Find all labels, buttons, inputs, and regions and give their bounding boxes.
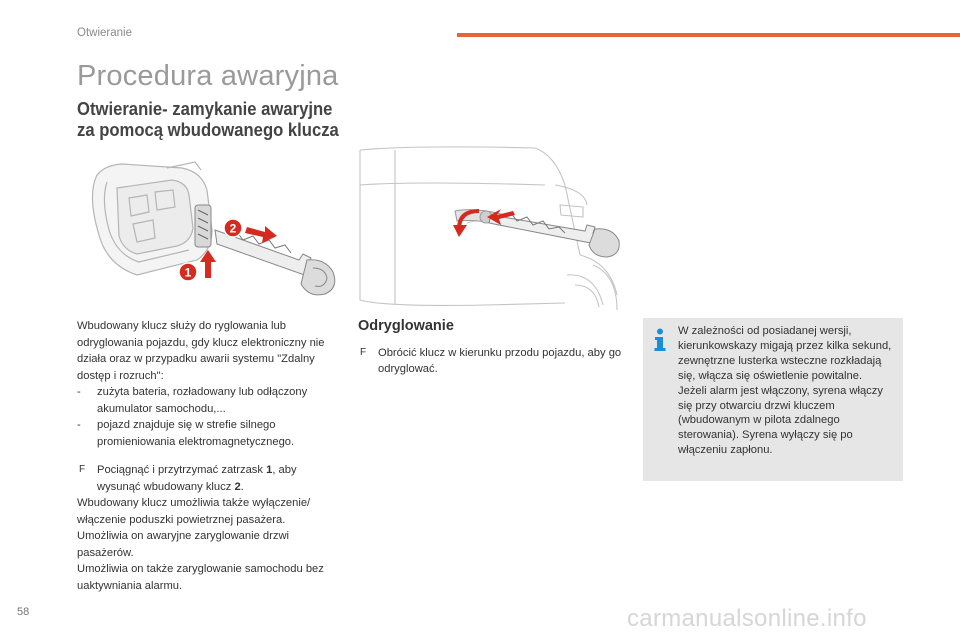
airbag-paragraph: Wbudowany klucz umożliwia także wyłączenie/ włączenie poduszki powietrznej pasażera. — [77, 497, 311, 526]
unlocking-heading: Odryglowanie — [358, 318, 454, 334]
dash-item — [77, 384, 342, 417]
callout-1 — [179, 263, 197, 281]
intro-paragraph: Wbudowany klucz służy do ryglowania lub odryglowania pojazdu, gdy klucz elektroniczny nie działa oraz w przypadku awarii systemu "Zdalny dostęp i rozruch": — [77, 320, 325, 382]
key-fob-illustration — [77, 150, 347, 310]
header-accent-bar — [457, 33, 960, 37]
step-text-before: Pociągnąć i przytrzymać zatrzask — [97, 464, 267, 476]
step-text-after: . — [240, 480, 244, 493]
door-lock-illustration — [355, 145, 620, 310]
passenger-lock-paragraph: Umożliwia on awaryjne zaryglowanie drzwi pasażerów. — [77, 530, 290, 559]
middle-text-column — [358, 318, 628, 378]
bullet-symbol: F — [79, 464, 86, 475]
info-paragraph-1: W zależności od posiadanej wersji, kierunkowskazy migają przez kilka sekund, zewnętrzne lusterka wsteczne rozkładają się, włącza się oświetlenie powitalne. — [678, 325, 892, 382]
page-number: 58 — [17, 606, 30, 618]
page-title: Procedura awaryjna — [77, 60, 339, 92]
inserted-key — [489, 213, 619, 257]
subtitle-line-1: Otwieranie- zamykanie awaryjne — [77, 98, 333, 119]
info-paragraph-2: Jeżeli alarm jest włączony, syrena włączy się przy otwarciu drzwi kluczem (wbudowanym w pilota zdalnego sterowania). Syrena wyłączy się po włączeniu zapłonu. — [678, 384, 883, 457]
step-text-mid: , aby wysunąć wbudowany klucz — [97, 464, 297, 493]
subtitle-line-2: za pomocą wbudowanego klucza — [77, 119, 339, 140]
dash-symbol: - — [77, 419, 81, 431]
dash-item — [77, 417, 342, 450]
dash-symbol: - — [77, 386, 81, 398]
info-text — [678, 324, 900, 458]
callout-2-label: 2 — [229, 221, 237, 236]
info-icon — [653, 328, 667, 352]
arrow-right — [245, 226, 277, 243]
unlock-step-text: Obrócić klucz w kierunku przodu pojazdu, aby go odryglować. — [378, 346, 622, 375]
callout-2 — [224, 219, 242, 237]
left-text-column — [77, 318, 342, 594]
dash-item-text: zużyta bateria, rozładowany lub odłączony akumulator samochodu,... — [97, 386, 308, 415]
step-bullet — [77, 462, 342, 495]
section-label: Otwieranie — [77, 27, 132, 39]
emergency-key — [215, 230, 335, 295]
watermark: carmanualsonline.info — [627, 605, 867, 632]
step-ref-2: 2 — [234, 480, 241, 493]
alarm-paragraph: Umożliwia on także zaryglowanie samochodu bez uaktywniania alarmu. — [77, 563, 324, 592]
step-ref-1: 1 — [266, 464, 273, 476]
info-box — [643, 318, 903, 481]
bullet-symbol: F — [360, 346, 367, 358]
callout-1-label: 1 — [184, 265, 192, 280]
step-bullet — [358, 345, 628, 378]
section-subtitle — [77, 98, 347, 140]
dash-item-text: pojazd znajduje się w strefie silnego promieniowania elektromagnetycznego. — [97, 419, 295, 448]
